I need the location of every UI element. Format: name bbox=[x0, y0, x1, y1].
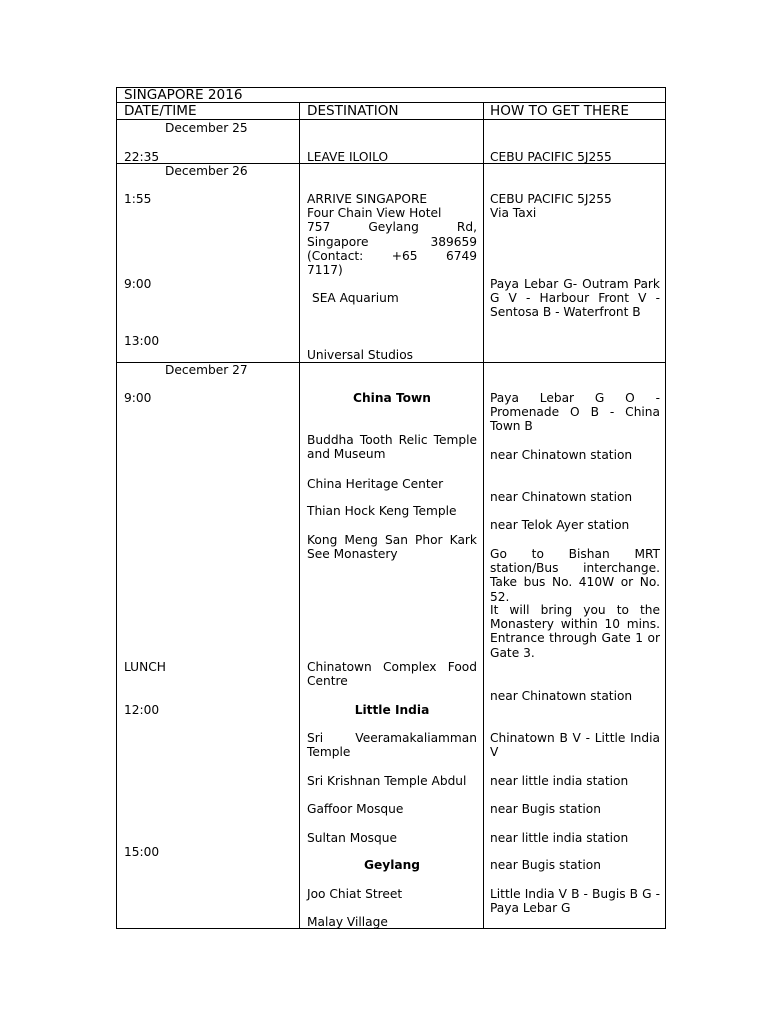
header-how-to-get-there: HOW TO GET THERE bbox=[490, 103, 629, 119]
time-label: 13:00 bbox=[124, 334, 160, 348]
column-divider bbox=[483, 102, 484, 928]
transport-text: near Bugis station bbox=[490, 802, 601, 816]
destination-text: Sri Krishnan Temple Abdul bbox=[307, 774, 467, 788]
destination-text: Thian Hock Keng Temple bbox=[307, 504, 457, 518]
area-heading: China Town bbox=[353, 391, 431, 405]
transport-text: Little India V B - Bugis B G - Paya Lebar G bbox=[490, 887, 660, 916]
transport-text: It will bring you to the Monastery within 10 mins. Entrance through Gate 1 or Gate 3. bbox=[490, 603, 660, 660]
time-label: 22:35 bbox=[124, 150, 160, 164]
itinerary-table bbox=[116, 87, 666, 929]
hotel-contact: (Contact: +65 6749 bbox=[307, 248, 477, 263]
transport-text: near little india station bbox=[490, 774, 629, 788]
destination-text: Chinatown Complex Food Centre bbox=[307, 660, 477, 689]
date-label: December 26 bbox=[165, 164, 248, 178]
transport-text: near Telok Ayer station bbox=[490, 518, 630, 532]
destination-text: Joo Chiat Street bbox=[307, 887, 403, 901]
row-divider bbox=[117, 119, 665, 120]
transport-text: Paya Lebar G O - Promenade O B - China Town B bbox=[490, 391, 660, 434]
transport-text: Via Taxi bbox=[490, 206, 537, 221]
transport-text: near Chinatown station bbox=[490, 490, 633, 504]
hotel-name: Four Chain View Hotel bbox=[307, 206, 442, 221]
hotel-address: Singapore 389659 bbox=[307, 234, 477, 249]
transport-text: Chinatown B V - Little India V bbox=[490, 731, 660, 760]
transport-text: CEBU PACIFIC 5J255 bbox=[490, 150, 612, 164]
destination-text: Sultan Mosque bbox=[307, 831, 397, 845]
column-divider bbox=[299, 102, 300, 928]
hotel-details bbox=[307, 192, 477, 277]
destination-text: Buddha Tooth Relic Temple and Museum bbox=[307, 433, 477, 462]
date-label: December 25 bbox=[165, 121, 248, 135]
transport-text: Paya Lebar G- Outram Park G V - Harbour Front V - Sentosa B - Waterfront B bbox=[490, 277, 660, 320]
area-heading: Little India bbox=[354, 703, 430, 717]
header-destination: DESTINATION bbox=[307, 103, 399, 119]
transport-details bbox=[490, 192, 612, 220]
destination-text: China Heritage Center bbox=[307, 477, 444, 491]
transport-text: Go to Bishan MRT station/Bus interchange. Take bus No. 410W or No. 52. bbox=[490, 547, 660, 604]
transport-text: near Chinatown station bbox=[490, 689, 633, 703]
destination-text: Gaffoor Mosque bbox=[307, 802, 404, 816]
destination-text: Universal Studios bbox=[307, 348, 413, 362]
header-date-time: DATE/TIME bbox=[124, 103, 197, 119]
area-heading: Geylang bbox=[363, 858, 421, 872]
time-label: 9:00 bbox=[124, 277, 152, 291]
time-label: 12:00 bbox=[124, 703, 160, 717]
transport-text: CEBU PACIFIC 5J255 bbox=[490, 192, 612, 206]
document-title: SINGAPORE 2016 bbox=[124, 87, 243, 103]
hotel-address: 757 Geylang Rd, bbox=[307, 220, 477, 235]
destination-text: SEA Aquarium bbox=[312, 291, 399, 305]
destination-text: LEAVE ILOILO bbox=[307, 150, 389, 164]
time-label: 1:55 bbox=[124, 192, 152, 206]
time-label: 15:00 bbox=[124, 845, 160, 859]
destination-text: Sri Veeramakaliamman Temple bbox=[307, 731, 477, 760]
destination-text: Malay Village bbox=[307, 915, 388, 929]
date-label: December 27 bbox=[165, 363, 248, 377]
time-label: 9:00 bbox=[124, 391, 152, 405]
time-label: LUNCH bbox=[124, 660, 166, 674]
transport-text: near Bugis station bbox=[490, 858, 601, 872]
transport-text: near little india station bbox=[490, 831, 629, 845]
destination-text: ARRIVE SINGAPORE bbox=[307, 192, 428, 206]
transport-text: near Chinatown station bbox=[490, 448, 633, 462]
hotel-contact: 7117) bbox=[307, 263, 343, 278]
destination-text: Kong Meng San Phor Kark See Monastery bbox=[307, 533, 477, 562]
